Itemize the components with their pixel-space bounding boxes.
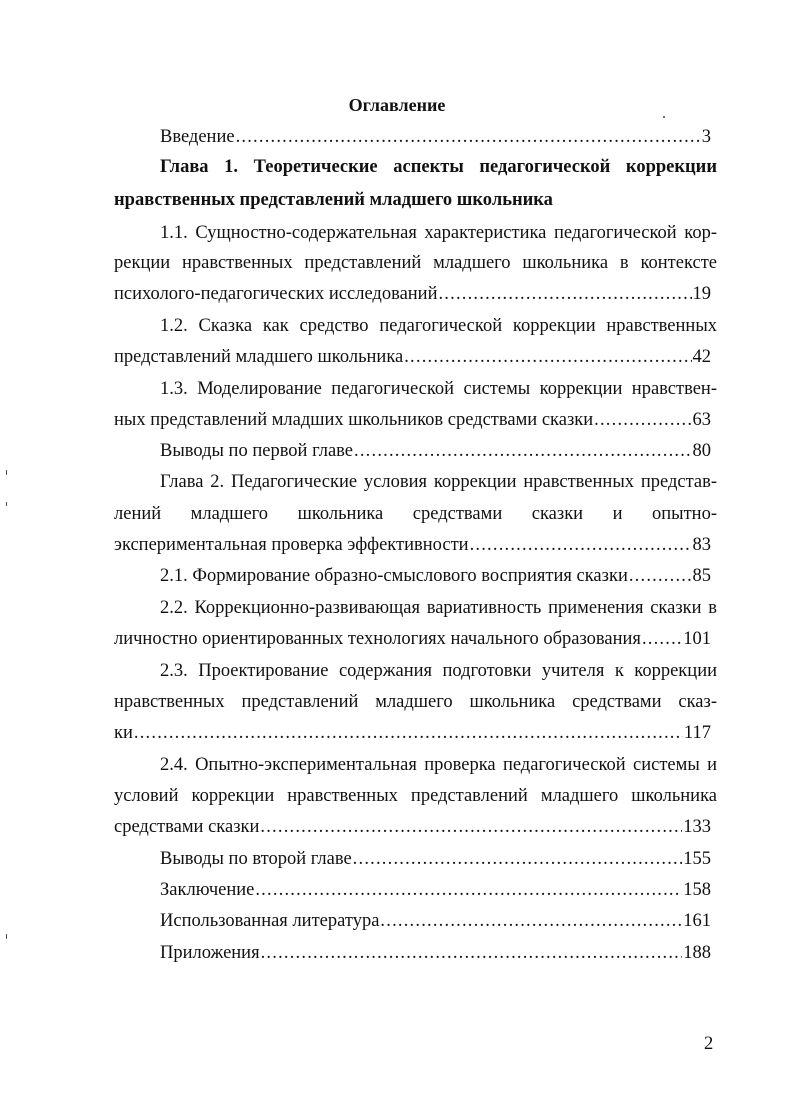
toc-entry-text: Выводы по второй главе xyxy=(160,849,352,869)
toc-entry-text: Введение xyxy=(160,127,235,147)
toc-page-number: 85 xyxy=(692,566,711,586)
toc-title: Оглавление xyxy=(348,95,446,115)
toc-entry-text: Заключение xyxy=(160,880,255,900)
toc-entry-literature xyxy=(160,909,711,933)
dot-leader xyxy=(404,345,691,369)
toc-section-1-2-line-1: 1.2. Сказка как средство педагогической коррекции нравственных xyxy=(160,316,717,336)
toc-page-number: 63 xyxy=(692,410,711,430)
dot-leader xyxy=(255,878,682,902)
toc-section-2-3-line-2: нравственных представлений младшего школьника средствами сказ- xyxy=(114,692,717,712)
toc-page-number: 42 xyxy=(692,347,711,367)
toc-entry-text: ных представлений младших школьников средствами сказки xyxy=(114,410,594,430)
toc-page-number: 188 xyxy=(683,943,711,963)
toc-entry-conclusions-2 xyxy=(160,847,711,871)
toc-section-2-4-line-3 xyxy=(114,815,711,839)
toc-entry-text: Использованная литература xyxy=(160,911,380,931)
toc-page-number: 101 xyxy=(683,629,711,649)
scan-speck xyxy=(663,116,665,118)
scan-speck xyxy=(6,934,7,939)
dot-leader xyxy=(470,533,692,557)
toc-page-number: 19 xyxy=(692,284,711,304)
toc-chapter-1-line-2: нравственных представлений младшего школьника xyxy=(114,190,553,210)
toc-entry-conclusion xyxy=(160,878,711,902)
toc-section-2-1 xyxy=(160,564,711,588)
toc-entry-text: экспериментальная проверка эффективности xyxy=(114,535,469,555)
dot-leader xyxy=(380,909,682,933)
toc-entry-text: личностно ориентированных технологиях начального образования xyxy=(114,629,641,649)
toc-entry-text: психолого-педагогических исследований xyxy=(114,284,438,304)
toc-entry-text: ки xyxy=(114,723,133,743)
toc-chapter-2-line-2: лений младшего школьника средствами сказки и опытно- xyxy=(114,504,717,524)
toc-entry-text: средствами сказки xyxy=(114,817,260,837)
toc-section-2-2-line-2 xyxy=(114,627,711,651)
toc-chapter-2-line-3 xyxy=(114,533,711,557)
toc-page-number: 158 xyxy=(683,880,711,900)
toc-section-1-2-line-2 xyxy=(114,345,711,369)
toc-section-2-2-line-1: 2.2. Коррекционно-развивающая вариативность применения сказки в xyxy=(160,598,717,618)
dot-leader xyxy=(438,282,691,306)
dot-leader xyxy=(629,564,692,588)
dot-leader xyxy=(354,439,691,463)
toc-chapter-1-line-1: Глава 1. Теоретические аспекты педагогической коррекции xyxy=(160,157,717,177)
toc-section-2-3-line-1: 2.3. Проектирование содержания подготовки учителя к коррекции xyxy=(160,661,717,681)
dot-leader xyxy=(260,815,682,839)
toc-section-1-3-line-1: 1.3. Моделирование педагогической системы коррекции нравствен- xyxy=(160,379,717,399)
dot-leader xyxy=(594,408,691,432)
toc-entry-conclusions-1 xyxy=(160,439,711,463)
scan-speck xyxy=(6,502,7,506)
toc-page-number: 83 xyxy=(692,535,711,555)
toc-page-number: 161 xyxy=(683,911,711,931)
dot-leader xyxy=(353,847,683,871)
toc-entry-text: 2.1. Формирование образно-смыслового восприятия сказки xyxy=(160,566,628,586)
dot-leader xyxy=(261,941,683,965)
toc-page-number: 3 xyxy=(701,127,711,147)
toc-entry-appendix xyxy=(160,941,711,965)
toc-section-2-4-line-2: условий коррекции нравственных представлений младшего школьника xyxy=(114,786,717,806)
dot-leader xyxy=(134,721,683,745)
toc-page-number: 133 xyxy=(683,817,711,837)
toc-section-1-1-line-2: рекции нравственных представлений младшего школьника в контексте xyxy=(114,253,717,273)
toc-page-number: 155 xyxy=(683,849,711,869)
page-number: 2 xyxy=(704,1034,714,1054)
toc-chapter-2-line-1: Глава 2. Педагогические условия коррекции нравственных представ- xyxy=(160,472,717,492)
toc-entry-text: Выводы по первой главе xyxy=(160,441,354,461)
toc-section-2-4-line-1: 2.4. Опытно-экспериментальная проверка педагогической системы и xyxy=(160,755,717,775)
scan-speck xyxy=(6,470,7,475)
dot-leader xyxy=(236,125,701,149)
toc-page-number: 80 xyxy=(692,441,711,461)
toc-entry-text: представлений младшего школьника xyxy=(114,347,404,367)
toc-section-1-3-line-2 xyxy=(114,408,711,432)
toc-entry-text: Приложения xyxy=(160,943,260,963)
toc-section-2-3-line-3 xyxy=(114,721,711,745)
toc-page-number: 117 xyxy=(683,723,711,743)
toc-section-1-1-line-1: 1.1. Сущностно-содержательная характеристика педагогической кор- xyxy=(160,223,717,243)
toc-entry-intro xyxy=(160,125,711,149)
dot-leader xyxy=(642,627,682,651)
toc-section-1-1-line-3 xyxy=(114,282,711,306)
